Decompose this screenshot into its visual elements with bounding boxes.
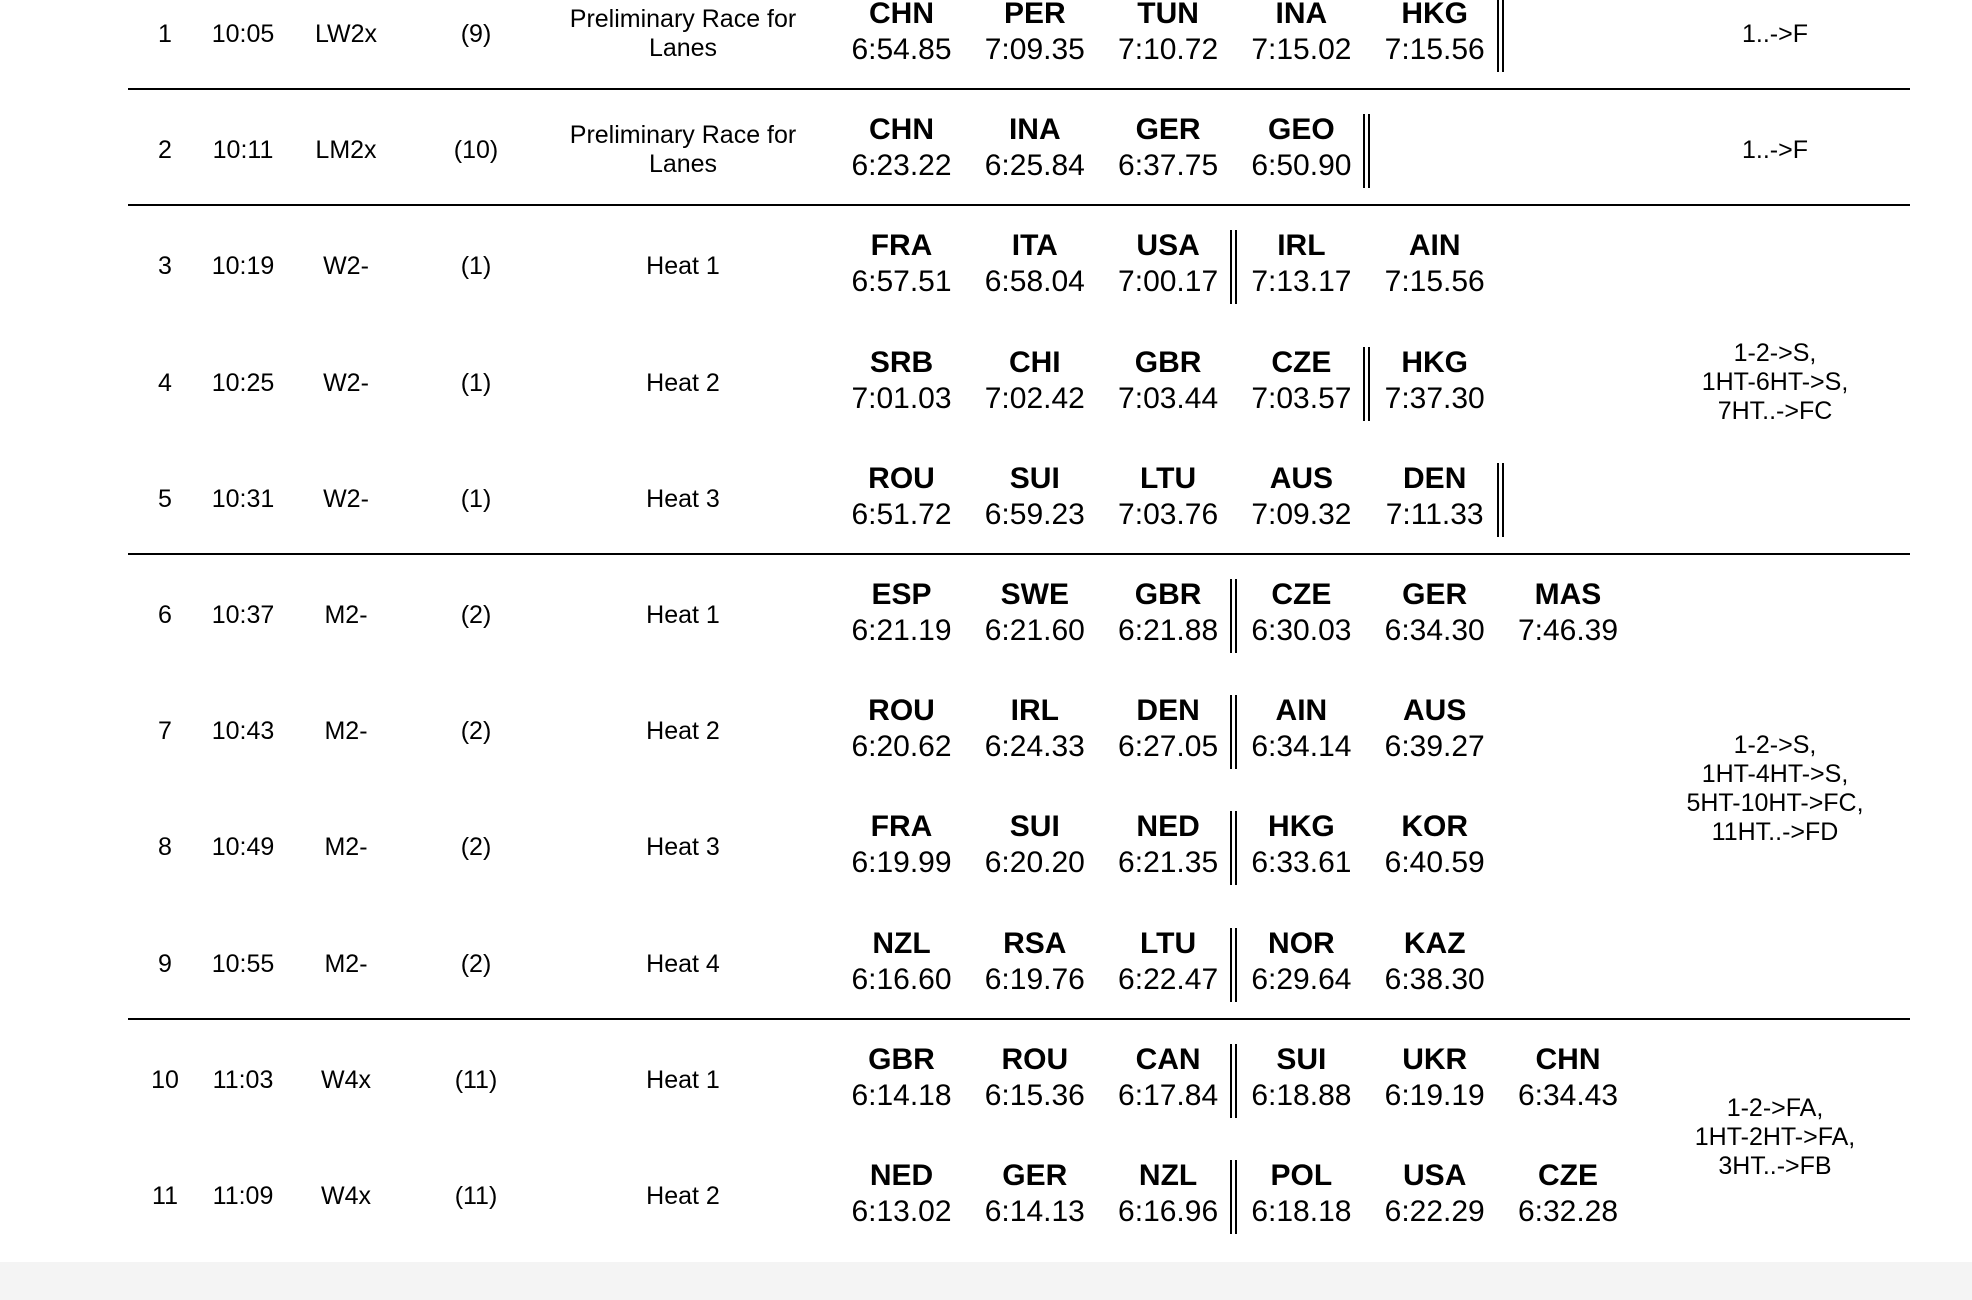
boat-class: M2- [324, 717, 368, 746]
finish-time: 7:02.42 [984, 381, 1085, 415]
finish-time: 6:58.04 [984, 265, 1085, 299]
finish-time: 7:13.17 [1251, 265, 1352, 299]
qualification-separator [1363, 347, 1370, 421]
country-code: SWE [1000, 578, 1069, 611]
country-code: ESP [871, 578, 932, 611]
progression-line: 1HT-4HT->S, [1701, 760, 1849, 789]
progression-line: 1..->F [1742, 19, 1808, 48]
country-code: ROU [868, 694, 935, 728]
country-code: ROU [868, 461, 935, 495]
boat-class: LW2x [314, 20, 378, 48]
finish-time: 6:40.59 [1384, 846, 1485, 880]
crew-result [968, 461, 1101, 533]
crew-result [1502, 1042, 1635, 1114]
finish-time: 7:00.17 [1118, 265, 1219, 299]
race-time: 10:19 [211, 252, 275, 281]
finish-time: 7:09.35 [984, 33, 1085, 66]
progression-line: 1..->F [1742, 135, 1808, 164]
finish-time: 7:15.56 [1384, 33, 1485, 66]
crew-result [1102, 461, 1235, 533]
race-round: Heat 3 [646, 833, 720, 862]
crew-result [835, 0, 968, 68]
crew-result [1235, 345, 1368, 417]
race-round: Preliminary Race for Lanes [569, 121, 797, 179]
finish-time: 7:11.33 [1385, 497, 1484, 531]
crew-result [835, 926, 968, 998]
race-time: 11:09 [212, 1182, 274, 1210]
qualification-separator [1230, 1160, 1237, 1234]
event-divider [128, 1018, 1910, 1020]
crew-result [1235, 0, 1368, 68]
crew-result [1368, 1042, 1501, 1114]
finish-time: 6:54.85 [851, 33, 952, 66]
crew-result [1235, 693, 1368, 765]
finish-time: 6:29.64 [1251, 962, 1352, 996]
finish-time: 6:57.51 [851, 265, 952, 299]
country-code: RSA [1003, 926, 1067, 960]
race-round: Heat 2 [646, 717, 720, 746]
crew-result [1235, 112, 1368, 184]
race-time: 10:37 [211, 601, 275, 629]
country-code: CAN [1135, 1042, 1201, 1076]
finish-time: 6:34.43 [1517, 1078, 1619, 1112]
finish-time: 6:23.22 [851, 149, 952, 183]
event-code: (11) [454, 1182, 498, 1210]
finish-time: 7:03.57 [1251, 381, 1352, 415]
crew-result [968, 1158, 1101, 1230]
race-time: 10:25 [211, 368, 275, 397]
finish-time: 6:50.90 [1251, 149, 1352, 183]
qualification-separator [1230, 928, 1237, 1002]
event-code: (11) [454, 1065, 498, 1094]
crew-result [1502, 577, 1635, 649]
boat-class: M2- [324, 833, 368, 862]
country-code: HKG [1401, 345, 1469, 379]
country-code: CHN [869, 113, 934, 147]
race-round: Heat 2 [646, 1182, 720, 1210]
finish-time: 6:37.75 [1118, 149, 1219, 183]
country-code: GEO [1268, 113, 1335, 147]
finish-time: 7:03.76 [1118, 497, 1219, 531]
country-code: HKG [1401, 0, 1469, 30]
crew-result [1368, 1158, 1501, 1230]
race-time: 10:31 [211, 484, 275, 513]
finish-time: 6:13.02 [851, 1195, 952, 1228]
crew-result [1502, 1158, 1635, 1230]
crew-result [1235, 809, 1368, 881]
crew-result [835, 1158, 968, 1230]
finish-time: 6:25.84 [984, 149, 1085, 183]
crew-result [835, 809, 968, 881]
country-code: LTU [1140, 461, 1197, 495]
finish-time: 6:21.88 [1118, 614, 1219, 647]
country-code: POL [1270, 1159, 1333, 1192]
progression-rule [1660, 136, 1890, 165]
finish-time: 6:21.19 [851, 614, 952, 647]
crew-result [1102, 1042, 1235, 1114]
finish-time: 6:22.47 [1118, 962, 1219, 996]
finish-time: 6:51.72 [851, 497, 952, 531]
finish-time: 6:14.13 [984, 1195, 1085, 1228]
finish-time: 7:15.56 [1384, 265, 1485, 299]
country-code: GBR [1134, 578, 1202, 611]
country-code: TUN [1137, 0, 1199, 30]
race-number: 1 [158, 20, 172, 48]
crew-result [1235, 228, 1368, 300]
crew-result [1235, 1158, 1368, 1230]
country-code: SUI [1009, 810, 1060, 844]
country-code: NZL [872, 926, 931, 960]
qualification-separator [1230, 230, 1237, 304]
crew-result [1102, 926, 1235, 998]
country-code: KOR [1401, 810, 1469, 844]
qualification-separator [1230, 811, 1237, 885]
crew-result [968, 926, 1101, 998]
crew-result [1368, 926, 1501, 998]
country-code: SRB [869, 345, 934, 379]
crew-result [1235, 1042, 1368, 1114]
finish-time: 6:34.14 [1251, 730, 1352, 764]
race-time: 11:03 [212, 1065, 274, 1094]
finish-time: 6:19.76 [984, 962, 1085, 996]
crew-result [835, 112, 968, 184]
crew-result [1368, 228, 1501, 300]
race-number: 2 [158, 136, 172, 165]
country-code: AUS [1269, 461, 1334, 495]
progression-line: 1HT-6HT->S, [1701, 368, 1849, 397]
finish-time: 6:21.60 [984, 614, 1085, 647]
crew-result [1102, 1158, 1235, 1230]
progression-line: 1-2->S, [1733, 731, 1817, 760]
crew-result [1368, 461, 1501, 533]
country-code: SUI [1276, 1042, 1327, 1076]
country-code: CZE [1538, 1159, 1598, 1192]
country-code: INA [1275, 0, 1328, 30]
event-code: (2) [460, 601, 492, 629]
event-code: (1) [460, 484, 492, 513]
finish-time: 6:18.88 [1251, 1078, 1352, 1112]
finish-time: 7:10.72 [1118, 33, 1219, 66]
country-code: IRL [1277, 229, 1326, 263]
finish-time: 7:15.02 [1251, 33, 1352, 66]
country-code: NED [869, 1159, 934, 1192]
finish-time: 6:16.60 [851, 962, 952, 996]
finish-time: 6:19.99 [851, 846, 952, 880]
race-number: 10 [151, 1065, 179, 1094]
race-number: 4 [158, 368, 172, 397]
race-number: 6 [158, 601, 172, 629]
race-round: Heat 1 [646, 601, 720, 629]
country-code: CHN [1535, 1042, 1601, 1076]
finish-time: 6:21.35 [1118, 846, 1219, 880]
progression-rule [1660, 731, 1890, 847]
crew-result [835, 693, 968, 765]
country-code: AIN [1275, 694, 1328, 728]
progression-rule [1660, 1094, 1890, 1181]
country-code: IRL [1010, 694, 1059, 728]
crew-result [968, 0, 1101, 68]
boat-class: W2- [323, 368, 369, 397]
crew-result [968, 577, 1101, 649]
qualification-separator [1230, 695, 1237, 769]
country-code: ROU [1001, 1042, 1069, 1076]
finish-time: 7:46.39 [1517, 614, 1619, 647]
crew-result [1368, 693, 1501, 765]
country-code: GER [1135, 113, 1201, 147]
crew-result [968, 112, 1101, 184]
crew-result [1368, 0, 1501, 68]
country-code: NED [1136, 810, 1200, 844]
crew-result [1102, 228, 1235, 300]
crew-result [968, 693, 1101, 765]
crew-result [835, 461, 968, 533]
country-code: NZL [1138, 1159, 1198, 1192]
boat-class: W2- [323, 484, 369, 513]
race-number: 5 [158, 484, 172, 513]
country-code: INA [1008, 113, 1061, 147]
finish-time: 6:27.05 [1118, 730, 1219, 764]
country-code: NOR [1268, 926, 1335, 960]
race-time: 10:55 [211, 949, 275, 978]
progression-rule [1660, 339, 1890, 426]
progression-line: 1HT-2HT->FA, [1694, 1123, 1856, 1152]
country-code: SUI [1009, 461, 1060, 495]
boat-class: LM2x [315, 136, 377, 165]
country-code: USA [1136, 229, 1200, 263]
country-code: GBR [1134, 345, 1202, 379]
country-code: CZE [1271, 578, 1332, 611]
country-code: CHN [869, 0, 934, 30]
finish-time: 7:03.44 [1118, 381, 1219, 415]
event-divider [128, 204, 1910, 206]
finish-time: 6:30.03 [1251, 614, 1352, 647]
finish-time: 6:24.33 [984, 730, 1085, 764]
finish-time: 6:20.20 [984, 846, 1085, 880]
race-number: 9 [158, 949, 172, 978]
crew-result [968, 345, 1101, 417]
finish-time: 6:39.27 [1384, 730, 1485, 764]
finish-time: 6:19.19 [1384, 1078, 1485, 1112]
finish-time: 6:15.36 [984, 1078, 1085, 1112]
boat-class: W4x [321, 1182, 371, 1210]
crew-result [968, 1042, 1101, 1114]
crew-result [1368, 345, 1501, 417]
finish-time: 6:33.61 [1251, 846, 1352, 880]
crew-result [1102, 0, 1235, 68]
country-code: GER [1402, 578, 1468, 611]
event-code: (2) [460, 833, 492, 862]
country-code: AUS [1403, 694, 1467, 728]
event-divider [128, 553, 1910, 555]
boat-class: W2- [323, 252, 369, 281]
progression-line: 11HT..->FD [1711, 818, 1839, 847]
crew-result [968, 228, 1101, 300]
country-code: GBR [868, 1042, 935, 1076]
race-number: 8 [158, 833, 172, 862]
crew-result [1102, 112, 1235, 184]
crew-result [1102, 345, 1235, 417]
race-round: Heat 3 [646, 484, 720, 513]
race-round: Heat 4 [646, 949, 720, 978]
finish-time: 6:22.29 [1384, 1195, 1485, 1228]
finish-time: 7:09.32 [1251, 497, 1352, 531]
crew-result [1235, 577, 1368, 649]
country-code: MAS [1534, 578, 1602, 611]
boat-class: M2- [324, 601, 368, 629]
race-round: Heat 2 [646, 368, 720, 397]
country-code: LTU [1140, 926, 1197, 960]
crew-result [835, 345, 968, 417]
qualification-separator [1497, 0, 1504, 72]
race-round: Preliminary Race for Lanes [569, 5, 797, 62]
crew-result [1102, 577, 1235, 649]
country-code: CHI [1008, 345, 1061, 379]
boat-class: M2- [324, 949, 368, 978]
event-divider [128, 88, 1910, 90]
event-code: (1) [460, 368, 492, 397]
race-time: 10:49 [211, 833, 275, 862]
finish-time: 6:17.84 [1118, 1078, 1219, 1112]
race-round: Heat 1 [646, 252, 720, 281]
event-code: (10) [453, 136, 499, 165]
country-code: DEN [1136, 694, 1200, 728]
qualification-separator [1230, 1044, 1237, 1118]
country-code: AIN [1408, 229, 1461, 263]
finish-time: 6:20.62 [851, 730, 952, 764]
progression-line: 5HT-10HT->FC, [1686, 789, 1864, 818]
crew-result [1368, 809, 1501, 881]
finish-time: 7:37.30 [1384, 381, 1485, 415]
progression-line: 1-2->FA, [1726, 1094, 1824, 1123]
event-code: (2) [460, 717, 492, 746]
finish-time: 6:59.23 [984, 497, 1085, 531]
finish-time: 6:14.18 [851, 1078, 952, 1112]
country-code: GER [1002, 1159, 1068, 1192]
country-code: CZE [1271, 345, 1332, 379]
country-code: FRA [870, 229, 933, 263]
progression-line: 7HT..->FC [1717, 397, 1833, 426]
qualification-separator [1363, 114, 1370, 188]
race-number: 7 [158, 717, 172, 746]
race-time: 10:43 [211, 717, 275, 746]
finish-time: 6:18.18 [1251, 1195, 1352, 1228]
race-round: Heat 1 [646, 1065, 720, 1094]
event-code: (1) [460, 252, 492, 281]
crew-result [835, 577, 968, 649]
country-code: HKG [1268, 810, 1335, 844]
finish-time: 6:34.30 [1384, 614, 1485, 647]
race-time: 10:05 [211, 20, 275, 48]
crew-result [1102, 809, 1235, 881]
page-bottom-band [0, 1262, 1972, 1300]
progression-line: 1-2->S, [1733, 339, 1817, 368]
crew-result [1102, 693, 1235, 765]
progression-rule [1660, 20, 1890, 49]
qualification-separator [1230, 579, 1237, 653]
event-code: (2) [460, 949, 492, 978]
country-code: UKR [1402, 1042, 1468, 1076]
event-code: (9) [460, 20, 492, 48]
race-number: 3 [158, 252, 172, 281]
crew-result [835, 228, 968, 300]
country-code: ITA [1011, 229, 1058, 263]
crew-result [835, 1042, 968, 1114]
crew-result [1368, 577, 1501, 649]
country-code: KAZ [1403, 926, 1466, 960]
race-number: 11 [152, 1182, 178, 1210]
race-time: 10:11 [212, 136, 274, 165]
progression-line: 3HT..->FB [1718, 1152, 1832, 1181]
country-code: USA [1403, 1159, 1467, 1192]
boat-class: W4x [321, 1065, 371, 1094]
crew-result [1235, 926, 1368, 998]
finish-time: 6:32.28 [1517, 1195, 1619, 1228]
country-code: DEN [1403, 461, 1467, 495]
qualification-separator [1497, 463, 1504, 537]
country-code: FRA [870, 810, 933, 844]
finish-time: 7:01.03 [851, 381, 952, 415]
crew-result [1235, 461, 1368, 533]
finish-time: 6:38.30 [1384, 962, 1485, 996]
country-code: PER [1003, 0, 1066, 30]
crew-result [968, 809, 1101, 881]
finish-time: 6:16.96 [1118, 1195, 1219, 1228]
